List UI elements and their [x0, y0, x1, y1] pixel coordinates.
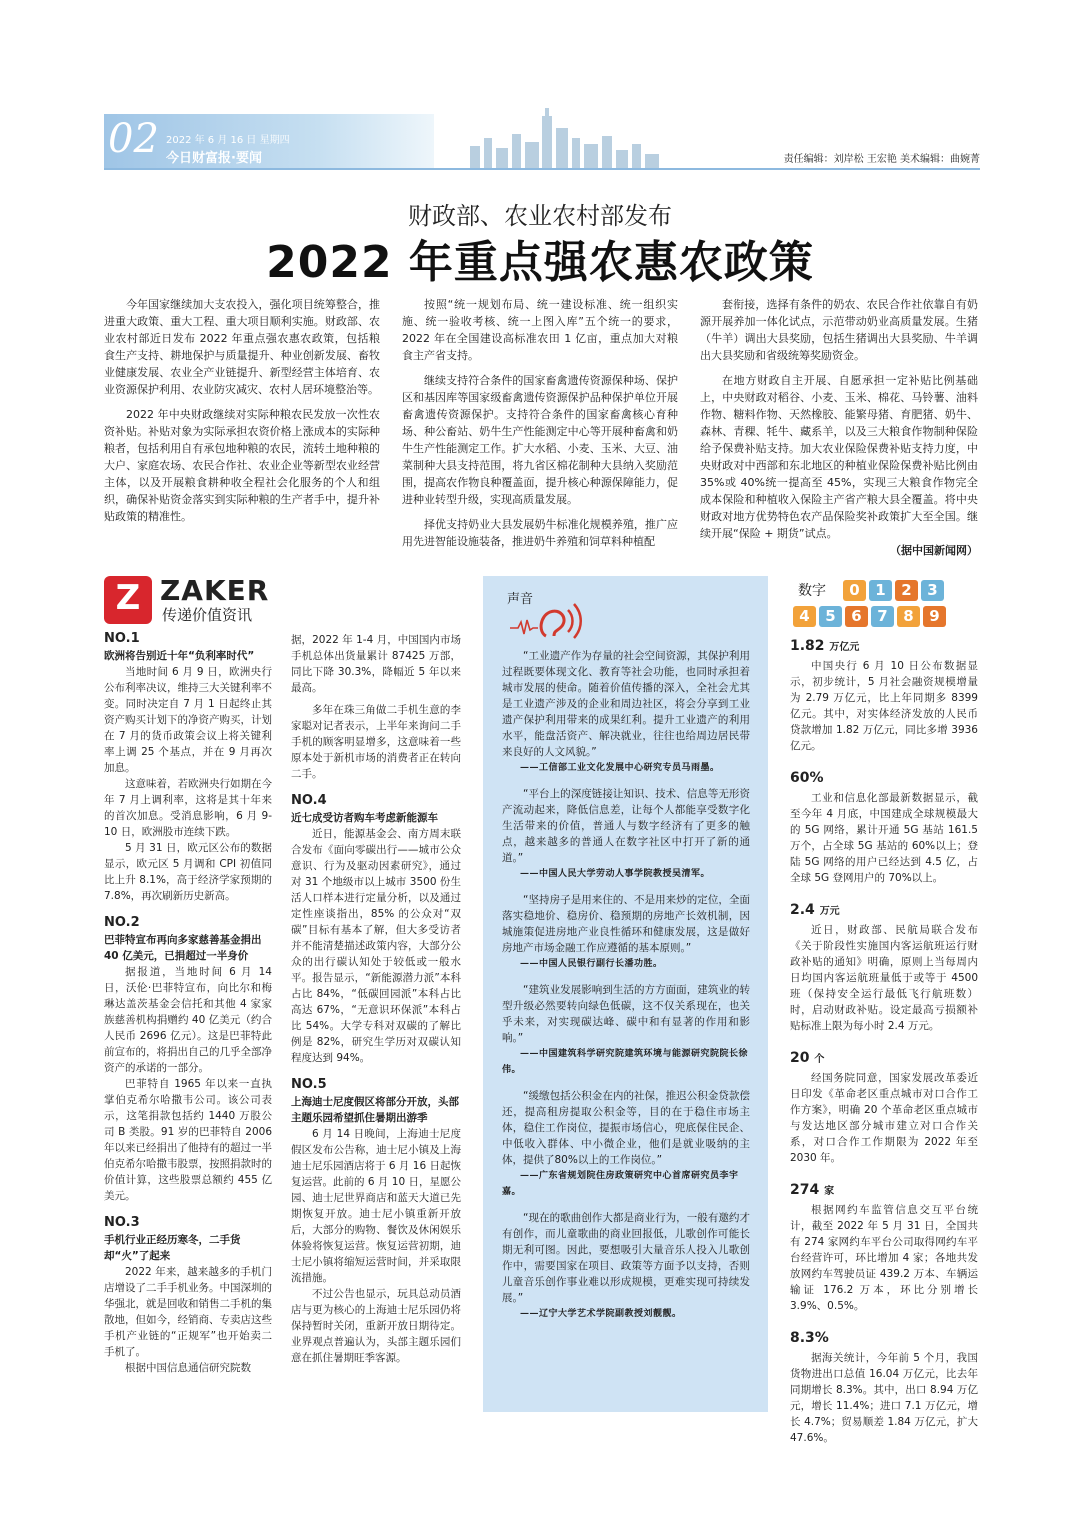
- quote-text: “建筑业发展影响到生活的方方面面，建筑业的转型升级必然要转向绿色低碳，这不仅关系现在，也关乎未来，对实现碳达峰、碳中和有显著的作用和影响。”: [502, 984, 750, 1044]
- number-figure: 60%: [790, 770, 824, 786]
- number-text: 经国务院同意，国家发展改革委近日印发《革命老区重点城市对口合作工作方案》，明确 20 个革命老区重点城市与发达地区部分城市建立对口合作关系，对口合作工作期限为 2022 年至 2030 年。: [790, 1072, 978, 1164]
- news-number: NO.3: [104, 1215, 140, 1230]
- news-paragraph: 据，2022 年 1-4 月，中国国内市场手机总体出货量累计 87425 万部，同比下降 30.3%，降幅近 5 年以来最高。: [291, 634, 461, 694]
- number-figure: 2.4: [790, 902, 815, 918]
- news-paragraph: 当地时间 6 月 9 日，欧洲央行公布利率决议，维持三大关键利率不变。同时决定自 7 月 1 日起终止其资产购买计划下的净资产购买，计划在 7 月的货币政策会议上将关键利率上调 25 个基点，并在 9 月再次加息。: [104, 666, 272, 774]
- quote-author: ——中国人民大学劳动人事学院教授吴清军。: [520, 869, 711, 879]
- editors-credit: 责任编辑：刘岸松 王宏艳 美术编辑：曲婉菁: [783, 154, 980, 165]
- article-subtitle: 财政部、农业农村部发布: [408, 202, 672, 230]
- quote-block: [502, 1088, 750, 1200]
- news-headline: 巴菲特宣布再向多家慈善基金捐出 40 亿美元，已捐超过一半身价: [104, 934, 262, 962]
- news-headline: 近七成受访者购车考虑新能源车: [291, 812, 438, 824]
- zaker-column-1: [104, 626, 272, 1376]
- paragraph: 在地方财政自主开展、自愿承担一定补贴比例基础上，中央财政对稻谷、小麦、玉米、棉花、马铃薯、油料作物、糖料作物、天然橡胶、能繁母猪、育肥猪、奶牛、森林、青稞、牦牛、藏系羊，以及三大粮食作物制种保险给予保费补贴支持。加大农业保险保费补贴支持力度，中央财政对中西部和东北地区的种植业保险保费补贴比例由 35%或 40%统一提高至 45%，实现三大粮食作物完全成本保险和种植收入保险主产省产粮大县全覆盖。将中央财政对地方优势特色农产品保险奖补政策扩大至全国。继续开展“保险 + 期货”试点。: [700, 374, 978, 540]
- number-item: [790, 1048, 978, 1166]
- zaker-slogan: 传递价值资讯: [162, 606, 253, 624]
- digit-tile: 9: [923, 606, 946, 627]
- header-rule: [104, 168, 980, 170]
- news-paragraph: 近日，能源基金会、南方周末联合发布《面向零碳出行——城市公众意识、行为及驱动因素研究》，通过对 31 个地级市以上城市 3500 份生活人口样本进行定量分析，以及通过定性座谈指出，85% 的公众对“双碳”目标有基本了解，但大多受访者并不能清楚描述政策内容，大部分公众的出行碳认知处于较低或一般水平。报告显示，“新能源潜力派”本科占比 84%，“低碳回园派”本科占比高达 67%，“无意识环保派”本科占比 54%。大学专科对双碳的了解比例是 82%，研究生学历对双碳认知程度达到 94%。: [291, 828, 461, 1064]
- page-number: 02: [108, 116, 159, 162]
- number-text: 近日，财政部、民航局联合发布《关于阶段性实施国内客运航班运行财政补贴的通知》明确，原则上当每周内日均国内客运航班量低于或等于 4500 班（保持安全运行最低飞行航班数）时，启动财政补贴。设定最高亏损额补贴标准上限为每小时 2.4 万元。: [790, 924, 978, 1032]
- quote-text: “缓缴包括公积金在内的社保，推迟公积金贷款偿还，提高租房提取公积金等，目的在于稳住市场主体，稳住工作岗位，提振市场信心，兜底保住民企、中低收入群体、中小微企业，他们是就业吸纳的主体，提供了80%以上的工作岗位。”: [502, 1090, 750, 1166]
- paragraph: 2022 年中央财政继续对实际种粮农民发放一次性农资补贴。补贴对象为实际承担农资价格上涨成本的实际种粮者，包括利用自有承包地种粮的农民，流转土地种粮的大户、家庭农场、农民合作社、农业企业等新型农业经营主体，以及开展粮食耕种收全程社会化服务的个人和组织，确保补贴资金落实到实际种粮的生产者手中，提升补贴政策的精准性。: [104, 408, 380, 523]
- quote-author: ——中国建筑科学研究院建筑环境与能源研究院院长徐伟。: [502, 1049, 749, 1075]
- number-item: [790, 1180, 978, 1314]
- quote-block: [502, 982, 750, 1078]
- zaker-brand-name: ZAKER: [160, 574, 270, 607]
- quote-text: “坚持房子是用来住的、不是用来炒的定位，全面落实稳地价、稳房价、稳预期的房地产长效机制，因城施策促进房地产业良性循环和健康发展，这是做好房地产市场金融工作应遵循的基本原则。”: [502, 894, 750, 954]
- paper-section: 今日财富报·要闻: [166, 151, 262, 166]
- number-text: 根据网约车监管信息交互平台统计，截至 2022 年 5 月 31 日，全国共有 274 家网约车平台公司取得网约车平台经营许可，环比增加 4 家；各地共发放网约车驾驶员证 439.2 万本、车辆运输证 176.2 万本，环比分别增长 3.9%、0.5%。: [790, 1204, 978, 1312]
- digit-tile: 0: [843, 580, 866, 601]
- digit-tile: 4: [793, 606, 816, 627]
- news-paragraph: 6 月 14 日晚间，上海迪士尼度假区发布公告称，迪士尼小镇及上海迪士尼乐园酒店将于 6 月 16 日起恢复运营。此前的 6 月 10 日，星愿公园、迪士尼世界商店和蓝天大道已先期恢复开放。迪士尼小镇重新开放后，大部分的购物、餐饮及休闲娱乐体验将恢复运营。恢复运营初期，迪士尼小镇将缩短运营时间，并采取限流措施。: [291, 1128, 461, 1284]
- number-unit: 家: [824, 1186, 835, 1197]
- quote-author: ——辽宁大学艺术学院副教授刘靓靓。: [520, 1309, 682, 1319]
- news-paragraph: 多年在珠三角做二手机生意的李家聪对记者表示，上半年来询问二手手机的顾客明显增多，这意味着一些原本处于新机市场的消费者正在转向二手。: [291, 704, 461, 780]
- quote-block: [502, 786, 750, 882]
- number-unit: 万元: [819, 906, 840, 917]
- news-paragraph: 根据中国信息通信研究院数: [125, 1362, 251, 1374]
- news-number: NO.2: [104, 915, 140, 930]
- zaker-logo-letter: Z: [115, 578, 141, 618]
- issue-date: 2022 年 6 月 16 日 星期四: [166, 135, 290, 146]
- paragraph: 按照“统一规划布局、统一建设标准、统一组织实施、统一验收考核、统一上图入库”五个统一的要求，2022 年在全国建设高标准农田 1 亿亩，重点加大对粮食主产省支持。: [402, 298, 678, 362]
- news-headline: 欧洲将告别近十年“负利率时代”: [104, 650, 255, 662]
- digit-tile: 6: [845, 606, 868, 627]
- digit-tile: 5: [819, 606, 842, 627]
- quote-text: “现在的歌曲创作大都是商业行为，一般有邀约才有创作，而儿童歌曲的商业回报低，儿歌创作可能长期无利可图。因此，要想吸引大量音乐人投入儿歌创作中，需要国家在项目、政策等方面予以支持，否则儿童音乐创作事业难以形成规模，更难实现可持续发展。”: [502, 1212, 750, 1304]
- news-paragraph: 据报道，当地时间 6 月 14 日，沃伦·巴菲特宣布，向比尔和梅琳达盖茨基金会信托和其他 4 家家族慈善机构捐赠约 40 亿美元（约合人民币 2696 亿元）。这是巴菲特此前宣布的，将捐出自己的几乎全部净资产的承诺的一部分。: [104, 966, 272, 1074]
- number-figure: 1.82: [790, 638, 825, 654]
- number-unit: 万亿元: [829, 642, 860, 653]
- quote-author: ——中国人民银行副行长潘功胜。: [520, 959, 663, 969]
- digit-tile: 3: [921, 580, 944, 601]
- article-column-2: [402, 296, 678, 550]
- digit-tile: 8: [897, 606, 920, 627]
- paragraph: 继续支持符合条件的国家畜禽遗传资源保种场、保护区和基因库等国家级畜禽遗传资源保护品种保护单位开展畜禽遗传资源保护。支持符合条件的国家畜禽核心育种场、种公畜站、奶牛生产性能测定中心等开展种畜禽和奶牛生产性能测定工作。扩大水稻、小麦、玉米、大豆、油菜制种大县支持范围，将九省区棉花制种大县纳入奖励范围，提高农作物良种覆盖面，提升核心种源保障能力，促进种业转型升级，实现高质量发展。: [402, 374, 678, 506]
- paragraph: 今年国家继续加大支农投入，强化项目统筹整合，推进重大政策、重大工程、重大项目顺利实施。财政部、农业农村部近日发布 2022 年重点强农惠农政策，包括粮食生产支持、耕地保护与质量提升、种业创新发展、畜牧业健康发展、农业全产业链提升、新型经营主体培育、农业资源保护利用、农业防灾减灾、农村人居环境整治等。: [104, 298, 380, 396]
- news-paragraph: 2022 年来，越来越多的手机门店增设了二手手机业务。中国深圳的华强北，就是回收和销售二手机的集散地，但如今，经销商、专卖店这些手机产业链的“正规军”也开始卖二手机了。: [104, 1266, 272, 1358]
- article-title: 2022 年重点强农惠农政策: [266, 237, 814, 288]
- number-figure: 274: [790, 1182, 820, 1198]
- news-paragraph: 这意味着，若欧洲央行如期在今年 7 月上调利率，这将是其十年来的首次加息。受消息影响，6 月 9-10 日，欧洲股市连续下跌。: [104, 778, 272, 838]
- paragraph: 套衔接，选择有条件的奶农、农民合作社依靠自有奶源开展养加一体化试点，示范带动奶业高质量发展。生猪（牛羊）调出大县奖励，包括生猪调出大县奖励、牛羊调出大县奖励和省级统筹奖励资金。: [700, 298, 978, 362]
- news-paragraph: 5 月 31 日，欧元区公布的数据显示，欧元区 5 月调和 CPI 初值同比上升 8.1%，高于经济学家预期的 7.8%，再次刷新历史新高。: [104, 842, 272, 902]
- voice-quotes: [502, 648, 750, 1322]
- numbers-column: [790, 636, 978, 1446]
- quote-author: ——工信部工业文化发展中心研究专员马雨墨。: [520, 763, 720, 773]
- quote-author: ——广东省规划院住房政策研究中心首席研究员李宇嘉。: [502, 1171, 739, 1197]
- news-headline: 上海迪士尼度假区将部分开放，头部主题乐园希望抓住暑期出游季: [291, 1096, 459, 1124]
- quote-text: “工业遗产作为存量的社会空间资源，其保护利用过程既要体现文化、教育等社会功能，也同时承担着城市发展的使命。随着价值传播的深入，全社会尤其是工业遗产涉及的企业和周边社区，将会分享到工业遗产保护利用带来的成果红利。提升工业遗产的利用水平，能盘活资产、解决就业，往往也给周边居民带来良好的人文风貌。”: [502, 650, 750, 758]
- ear-sound-icon: [508, 596, 588, 640]
- number-item: [790, 900, 978, 1034]
- quote-block: [502, 648, 750, 776]
- number-item: [790, 636, 978, 754]
- digit-tile: 2: [895, 580, 918, 601]
- numbers-label: 数字: [798, 583, 826, 599]
- number-item: [790, 768, 978, 886]
- number-text: 工业和信息化部最新数据显示，截至今年 4 月底，中国建成全球规模最大的 5G 网络，累计开通 5G 基站 161.5 万个，占全球 5G 基站的 60%以上；登陆 5G 网络的用户已经达到 4.5 亿，占全球 5G 登网用户的 70%以上。: [790, 792, 978, 884]
- news-headline: 手机行业正经历寒冬，二手货却“火”了起来: [104, 1234, 241, 1262]
- number-text: 中国央行 6 月 10 日公布数据显示，初步统计，5 月社会融资规模增量为 2.79 万亿元，比上年同期多 8399 亿元。其中，对实体经济发放的人民币贷款增加 1.82 万亿元，同比多增 3936 亿元。: [790, 660, 978, 752]
- zaker-column-2: [291, 632, 461, 1366]
- quote-block: [502, 892, 750, 972]
- digit-tile: 1: [869, 580, 892, 601]
- news-number: NO.1: [104, 631, 140, 646]
- number-figure: 8.3%: [790, 1330, 829, 1346]
- article-column-1: [104, 296, 380, 525]
- news-number: NO.4: [291, 793, 327, 808]
- number-text: 据海关统计，今年前 5 个月，我国货物进出口总值 16.04 万亿元，比去年同期增长 8.3%。其中，出口 8.94 万亿元，增长 11.4%；进口 7.1 万亿元，增长 4.7%；贸易顺差 1.84 万亿元，扩大 47.6%。: [790, 1352, 978, 1444]
- voice-label: 声音: [507, 592, 534, 607]
- news-number: NO.5: [291, 1077, 327, 1092]
- number-unit: 个: [814, 1054, 825, 1065]
- digit-tile: 7: [871, 606, 894, 627]
- number-figure: 20: [790, 1050, 810, 1066]
- quote-text: “平台上的深度链接让知识、技术、信息等无形资产流动起来，降低信息差，让每个人都能享受数字化生活带来的价值，普通人与数字经济有了更多的触点，越来越多的普通人在数字社区中打开了新的通道。”: [502, 788, 750, 864]
- news-paragraph: 不过公告也显示，玩具总动员酒店与更为核心的上海迪士尼乐园仍将保持暂时关闭，重新开放日期待定。业界观点普遍认为，头部主题乐园们意在抓住暑期旺季客源。: [291, 1288, 461, 1364]
- skyline-illustration: [440, 108, 680, 168]
- article-column-3: [700, 296, 978, 559]
- article-source: （据中国新闻网）: [890, 544, 978, 557]
- news-paragraph: 巴菲特自 1965 年以来一直执掌伯克希尔哈撒韦公司。该公司表示，这笔捐款包括约 1440 万股公司 B 类股。91 岁的巴菲特自 2006 年以来已经捐出了他持有的超过一半伯克希尔哈撒韦股票，按照捐款时的价值计算，这些股票总额约 455 亿美元。: [104, 1078, 272, 1202]
- quote-block: [502, 1210, 750, 1322]
- paragraph: 择优支持奶业大县发展奶牛标准化规模养殖，推广应用先进智能设施装备，推进奶牛养殖和饲草料种植配: [402, 518, 678, 548]
- number-item: [790, 1328, 978, 1446]
